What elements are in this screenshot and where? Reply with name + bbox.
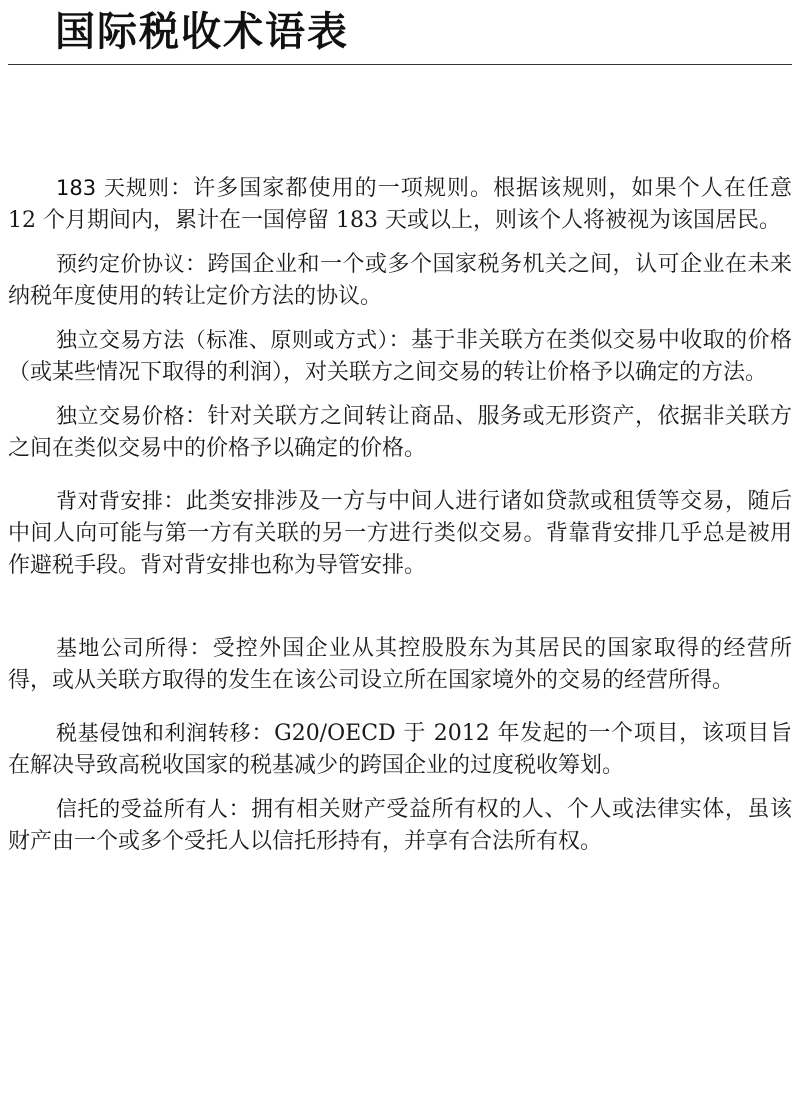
glossary-definition: ：G20/OECD 于 2012 年发起的一个项目，该项目旨在解决导致高税收国家的税基减少的跨国企业的过度税收筹划。 <box>8 721 792 778</box>
glossary-definition: ：跨国企业和一个或多个国家税务机关之间，认可企业在未来纳税年度使用的转让定价方法的协议。 <box>8 252 792 309</box>
glossary-definition: ：许多国家都使用的一项规则。根据该规则，如果个人在任意 12 个月期间内，累计在一国停留 183 天或以上，则该个人将被视为该国居民。 <box>8 176 792 233</box>
glossary-entry-183-day-rule <box>8 172 792 237</box>
glossary-term: 独立交易方法（标准、原则或方式） <box>56 328 389 352</box>
glossary-term: 基地公司所得 <box>56 636 190 660</box>
title-divider <box>8 64 792 65</box>
glossary-definition: ：针对关联方之间转让商品、服务或无形资产，依据非关联方之间在类似交易中的价格予以确定的价格。 <box>8 404 792 461</box>
page-title: 国际税收术语表 <box>55 9 349 55</box>
glossary-entry-back-to-back-arrangement <box>8 485 792 582</box>
glossary-entry-arms-length-price <box>8 400 792 465</box>
glossary-body <box>8 172 792 858</box>
glossary-definition: ：基于非关联方在类似交易中收取的价格（或某些情况下取得的利润），对关联方之间交易的转让价格予以确定的方法。 <box>8 328 792 385</box>
glossary-entry-beps <box>8 717 792 782</box>
glossary-entry-base-company-income <box>8 632 792 697</box>
glossary-entry-arms-length-method <box>8 324 792 389</box>
glossary-term: 预约定价协议 <box>56 252 185 276</box>
glossary-definition: ：此类安排涉及一方与中间人进行诸如贷款或租赁等交易，随后中间人向可能与第一方有关联的另一方进行类似交易。背靠背安排几乎总是被用作避税手段。背对背安排也称为导管安排。 <box>8 489 792 578</box>
glossary-entry-advance-pricing-agreement <box>8 248 792 313</box>
glossary-term: 独立交易价格 <box>56 404 185 428</box>
glossary-definition: ：拥有相关财产受益所有权的人、个人或法律实体，虽该财产由一个或多个受托人以信托形持有，并享有合法所有权。 <box>8 797 792 854</box>
glossary-term: 背对背安排 <box>56 489 164 513</box>
glossary-term: 信托的受益所有人 <box>56 797 229 821</box>
glossary-entry-trust-beneficial-owner <box>8 793 792 858</box>
glossary-term: 税基侵蚀和利润转移 <box>56 721 252 745</box>
glossary-definition: ：受控外国企业从其控股股东为其居民的国家取得的经营所得，或从关联方取得的发生在该公司设立所在国家境外的交易的经营所得。 <box>8 636 792 693</box>
glossary-term: 183 天规则 <box>56 176 171 200</box>
